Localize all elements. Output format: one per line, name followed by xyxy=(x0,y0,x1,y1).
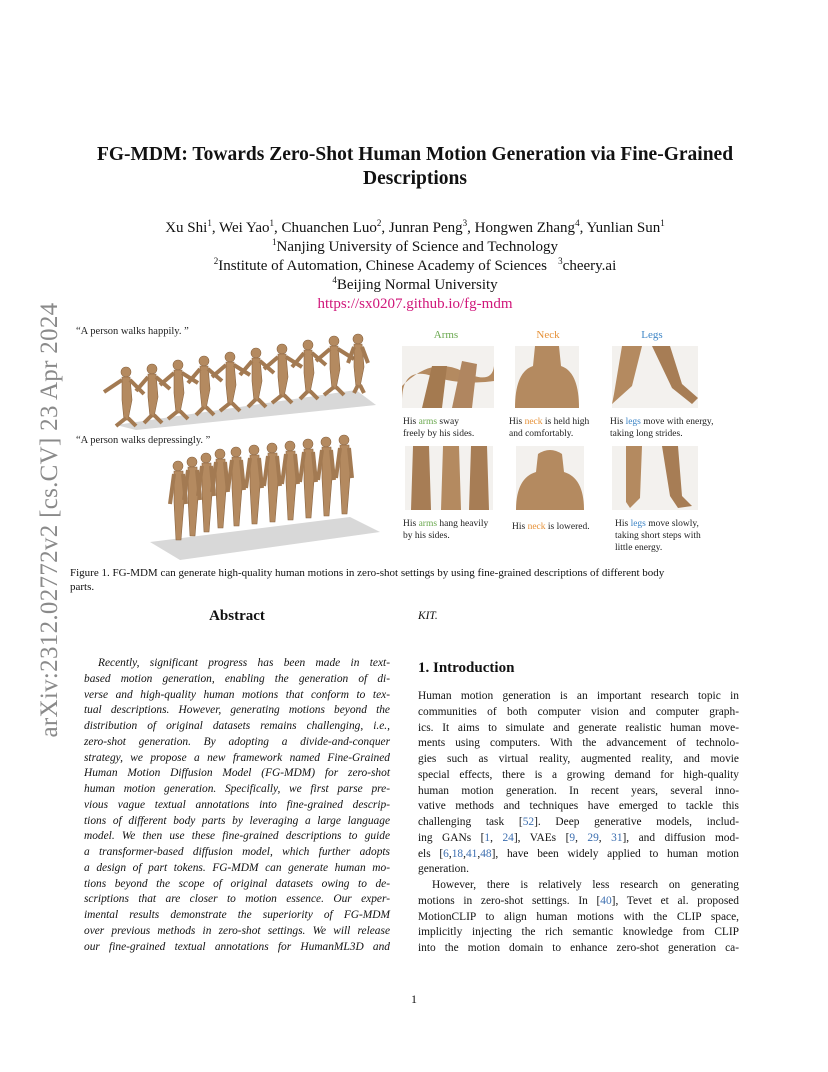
cap-text: move slowly, xyxy=(645,519,699,529)
cap-hl: legs xyxy=(625,417,641,427)
author-sup: 2 xyxy=(376,218,382,228)
abstract-line: zero-shot generation. By adopting a divide-and-conquer xyxy=(84,735,390,748)
intro-line: Human motion generation is an important research topic in xyxy=(418,690,739,702)
cap-text: by his sides. xyxy=(403,531,450,541)
cap-text: His xyxy=(403,417,419,427)
arxiv-stamp: arXiv:2312.02772v2 [cs.CV] 23 Apr 2024 xyxy=(36,302,63,738)
citation-link[interactable]: 48 xyxy=(480,847,492,860)
aff-sup: 4 xyxy=(332,275,337,285)
paper-title xyxy=(70,143,760,191)
txt: ing GANs [ xyxy=(418,831,485,844)
abstract-line: our fine-grained textual annotations for HumanML3D and xyxy=(84,940,390,953)
intro-line: ments using computers. With the advancement of technolo- xyxy=(418,737,739,750)
figure-caption xyxy=(70,566,760,594)
aff-sup: 3 xyxy=(558,256,563,266)
citation-link[interactable]: 40 xyxy=(600,894,612,907)
intro-line: special effects, there is a growing demand for high-quality xyxy=(418,768,739,781)
quote-sad: “A person walks depressingly. ” xyxy=(76,435,211,446)
arms-happy-image xyxy=(402,346,494,408)
intro-heading xyxy=(418,660,514,677)
abstract-line: strategy, we propose a new framework named Fine-Grained xyxy=(84,751,390,764)
aff-text: Institute of Automation, Chinese Academy of Sciences xyxy=(218,258,547,274)
cap-text: His xyxy=(403,519,419,529)
txt: ]. Deep generative models, includ- xyxy=(534,816,739,828)
cap-text: His xyxy=(509,417,525,427)
caption-legs-top xyxy=(610,416,713,440)
intro-line: gies such as virtual reality, augmented reality, and movie xyxy=(418,753,739,765)
author-sup: 1 xyxy=(207,218,212,228)
project-url-link[interactable]: https://sx0207.github.io/fg-mdm xyxy=(317,296,513,312)
author-list: Xu Shi$^1$, Wei Yao$^1$, Chuanchen Luo$^2$, Junran Peng$^3$, Hongwen Zhang$^4$, Yunlian Sun$^1$ xyxy=(165,218,665,236)
author: Hongwen Zhang xyxy=(474,220,576,236)
cap-text: little energy. xyxy=(615,543,663,553)
abstract-line: tions beyond the scope of original datasets owing to de- xyxy=(84,877,390,890)
author-sup: 1 xyxy=(269,218,275,228)
txt: ], Tevet et al. proposed xyxy=(611,894,739,907)
cap-text: move with energy, xyxy=(640,417,714,427)
abstract-line: scriptions that are closer to motion essence. Our exper- xyxy=(84,893,390,906)
affiliation-1 xyxy=(70,238,760,257)
walk-sad-image xyxy=(150,432,380,560)
legs-energy-image xyxy=(612,346,698,408)
quote-happy: “A person walks happily. ” xyxy=(76,326,189,337)
author: Chuanchen Luo xyxy=(281,220,377,236)
citation-link[interactable]: 6 xyxy=(443,847,449,860)
author: Yunlian Sun xyxy=(586,220,661,236)
cap-text: is held high xyxy=(542,417,590,427)
intro-line xyxy=(418,894,739,910)
caption-arms-top xyxy=(403,416,474,440)
intro-line: ics. It aims to simulate and generate realistic human move- xyxy=(418,721,739,734)
abstract-heading xyxy=(84,608,390,625)
caption-line: parts. xyxy=(70,581,95,593)
intro-heading-text: 1. Introduction xyxy=(418,660,515,676)
caption-arms-bottom xyxy=(403,518,488,542)
title-line-1: FG-MDM: Towards Zero-Shot Human Motion Generation via Fine-Grained xyxy=(96,144,734,165)
author-sup: 4 xyxy=(575,218,580,228)
cap-hl: arms xyxy=(418,519,438,529)
cap-text: hang heavily xyxy=(437,519,489,529)
abstract-line: a design of part tokens. FG-MDM can generate human mo- xyxy=(84,861,390,874)
abstract-line: based motion generation, enabling the generation of di- xyxy=(84,672,390,685)
abstract-line: imental results demonstrate the superiority of FG-MDM xyxy=(84,909,390,921)
txt: ], have been widely applied to human motion xyxy=(491,847,739,860)
abstract-heading-text: Abstract xyxy=(209,608,265,624)
txt: ], VAEs [ xyxy=(513,831,570,844)
cap-text: taking short steps with xyxy=(615,531,701,541)
txt: ], and diffusion mod- xyxy=(622,831,739,844)
figure-body xyxy=(104,367,144,426)
abstract-continuation: KIT. xyxy=(418,610,438,622)
abstract-line: distribution of original datasets remains challenging, i.e., xyxy=(84,720,390,732)
cap-text: taking long strides. xyxy=(610,429,683,439)
citation-link[interactable]: 24 xyxy=(502,831,514,844)
citation-link[interactable]: 31 xyxy=(611,831,623,844)
author: Xu Shi xyxy=(165,220,208,236)
cap-text: is lowered. xyxy=(545,522,590,532)
cap-text: freely by his sides. xyxy=(403,429,475,439)
intro-line: implicitly injecting the rich semantic knowledge from CLIP xyxy=(418,926,739,939)
citation-link[interactable]: 41 xyxy=(465,847,478,860)
intro-line xyxy=(418,815,739,831)
abstract-line: over previous methods in zero-shot settings. We will release xyxy=(84,924,390,937)
abstract-line: tions of different body parts by leveraging a large language xyxy=(84,814,390,827)
caption-legs-bottom xyxy=(615,518,701,554)
intro-line: els [6,18,41,48], have been widely applied to human motion xyxy=(418,847,739,860)
neck-high-image xyxy=(515,346,579,408)
label-legs: Legs xyxy=(641,329,663,341)
author: Wei Yao xyxy=(219,220,270,236)
abstract-body xyxy=(84,656,390,955)
neck-lowered-image xyxy=(516,446,584,510)
intro-line: generation. xyxy=(418,863,469,876)
intro-line: vative methods and techniques have emerged to tackle this xyxy=(418,800,739,813)
abstract-line: human motion generation. Specifically, we first parse pre- xyxy=(84,783,390,795)
aff-text: cheery.ai xyxy=(562,258,617,274)
legs-slow-image xyxy=(612,446,698,510)
abstract-line: verse and high-quality human motions that conform to tex- xyxy=(84,688,390,701)
citation-link[interactable]: 18 xyxy=(451,847,464,860)
author-sup: 3 xyxy=(462,218,468,228)
abstract-line: vious vague textual annotations into fine-grained descrip- xyxy=(84,798,390,811)
intro-line: However, there is relatively less research on generating xyxy=(432,879,739,891)
cap-hl: arms xyxy=(418,417,438,427)
title-line-2: Descriptions xyxy=(363,168,467,189)
abstract-line: model. We then use these fine-grained descriptions to guide xyxy=(84,830,390,843)
cap-text: His xyxy=(615,519,631,529)
aff-text: Beijing Normal University xyxy=(336,277,498,293)
intro-line: into the motion domain to enhance zero-shot generation ca- xyxy=(418,942,739,954)
abstract-line: a transformer-based diffusion model, which further adopts xyxy=(84,846,390,858)
intro-line: communities of both computer vision and computer graph- xyxy=(418,705,739,718)
intro-line: ing GANs [1, 24], VAEs [9, 29, 31], and diffusion mod- xyxy=(418,831,739,844)
aff-text: Nanjing University of Science and Technology xyxy=(276,239,559,255)
cap-hl: neck xyxy=(524,417,543,427)
citation-link[interactable]: 29 xyxy=(587,831,599,844)
cap-hl: legs xyxy=(630,519,646,529)
caption-line: Figure 1. FG-MDM can generate high-quality human motions in zero-shot settings by using fine-grained descriptions of different body xyxy=(70,567,665,579)
intro-line: MotionCLIP to align human motions with the CLIP space, xyxy=(418,910,739,923)
affiliation-4 xyxy=(70,276,760,295)
intro-line: human motion generation. In recent years, several inno- xyxy=(418,784,739,797)
aff-sup: 1 xyxy=(271,237,277,247)
caption-neck-bottom xyxy=(512,521,590,533)
cap-text: His xyxy=(512,522,528,532)
label-neck: Neck xyxy=(536,329,560,341)
author-sup: 1 xyxy=(660,218,665,228)
arms-sad-image xyxy=(405,446,493,510)
caption-neck-top xyxy=(509,416,589,440)
txt: challenging task [ xyxy=(418,816,523,828)
label-arms: Arms xyxy=(433,329,459,341)
txt: motions in zero-shot settings. In [ xyxy=(418,894,601,907)
walk-happy-image xyxy=(86,330,376,430)
abstract-line: Recently, significant progress has been made in text- xyxy=(98,657,390,669)
aff-sup: 2 xyxy=(213,256,219,266)
cap-text: His xyxy=(610,417,626,427)
affiliation-2-3 xyxy=(70,257,760,276)
abstract-line: tual descriptions. However, generating motions beyond the xyxy=(84,704,390,717)
txt: els [ xyxy=(418,847,444,860)
author: Junran Peng xyxy=(388,220,463,236)
page-number: 1 xyxy=(411,992,417,1006)
citation-link[interactable]: 1 xyxy=(484,831,491,844)
abstract-line: Human Motion Diffusion Model (FG-MDM) for zero-shot xyxy=(84,767,390,780)
intro-body xyxy=(418,689,739,957)
cap-text: sway xyxy=(437,417,459,427)
cap-hl: neck xyxy=(527,522,546,532)
citation-link[interactable]: 9 xyxy=(569,831,576,844)
citation-link[interactable]: 52 xyxy=(522,816,535,828)
cap-text: and comfortably. xyxy=(509,429,574,439)
